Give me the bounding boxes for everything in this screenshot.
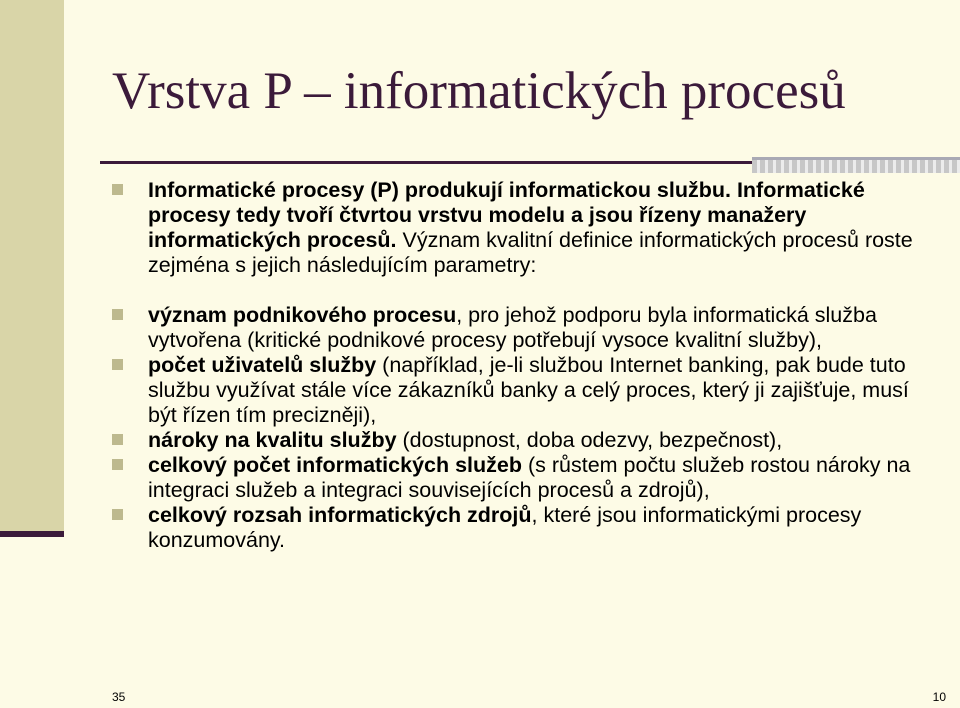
sidebar-decoration xyxy=(0,0,64,536)
item-bold-text: význam podnikového procesu xyxy=(148,303,457,327)
item-bold-text: celkový rozsah informatických zdrojů xyxy=(148,503,532,527)
slide-title: Vrstva P – informatických procesů xyxy=(112,62,846,120)
list-item xyxy=(112,453,932,503)
square-bullet-icon xyxy=(112,359,123,370)
list-item xyxy=(112,428,932,453)
item-text: , pro jehož podporu byla informatická služba vytvořena (kritické podnikové procesy potřebují vysoce kvalitní služby), xyxy=(148,303,877,352)
title-accent-line xyxy=(752,157,960,160)
square-bullet-icon xyxy=(112,309,123,320)
square-bullet-icon xyxy=(112,509,123,520)
list-item-intro xyxy=(112,178,932,278)
item-text: , které jsou informatickými procesy konzumovány. xyxy=(148,503,862,552)
item-text: (dostupnost, doba odezvy, bezpečnost), xyxy=(396,428,783,452)
list-item xyxy=(112,303,932,353)
item-text: (s růstem počtu služeb rostou nároky na integraci služeb a integraci souvisejících procesů a zdrojů), xyxy=(148,453,911,502)
item-text: (například, je-li službou Internet banking, pak bude tuto službu využívat stále více zákazníků banky a celý proces, který ji zajišťuje, musí být řízen tím precizněji), xyxy=(148,353,909,427)
item-bold-text: nároky na kvalitu služby xyxy=(148,428,397,452)
bullet-list xyxy=(112,178,932,553)
intro-text: Význam kvalitní definice informatických procesů roste zejména s jejich následujícím parametry: xyxy=(148,228,913,277)
list-item xyxy=(112,353,932,428)
sidebar-base-line xyxy=(0,531,64,537)
item-bold-text: celkový počet informatických služeb xyxy=(148,453,522,477)
square-bullet-icon xyxy=(112,434,123,445)
square-bullet-icon xyxy=(112,459,123,470)
square-bullet-icon xyxy=(112,184,123,195)
title-underline xyxy=(100,161,760,164)
item-bold-text: počet uživatelů služby xyxy=(148,353,377,377)
page-number: 10 xyxy=(932,690,946,704)
slide-number: 35 xyxy=(112,690,126,704)
list-item xyxy=(112,503,932,553)
intro-bold-text: Informatické procesy (P) produkují informatickou službu. Informatické procesy tedy tvoří čtvrtou vrstvu modelu a jsou řízeny manažery informatických procesů. xyxy=(148,178,865,252)
